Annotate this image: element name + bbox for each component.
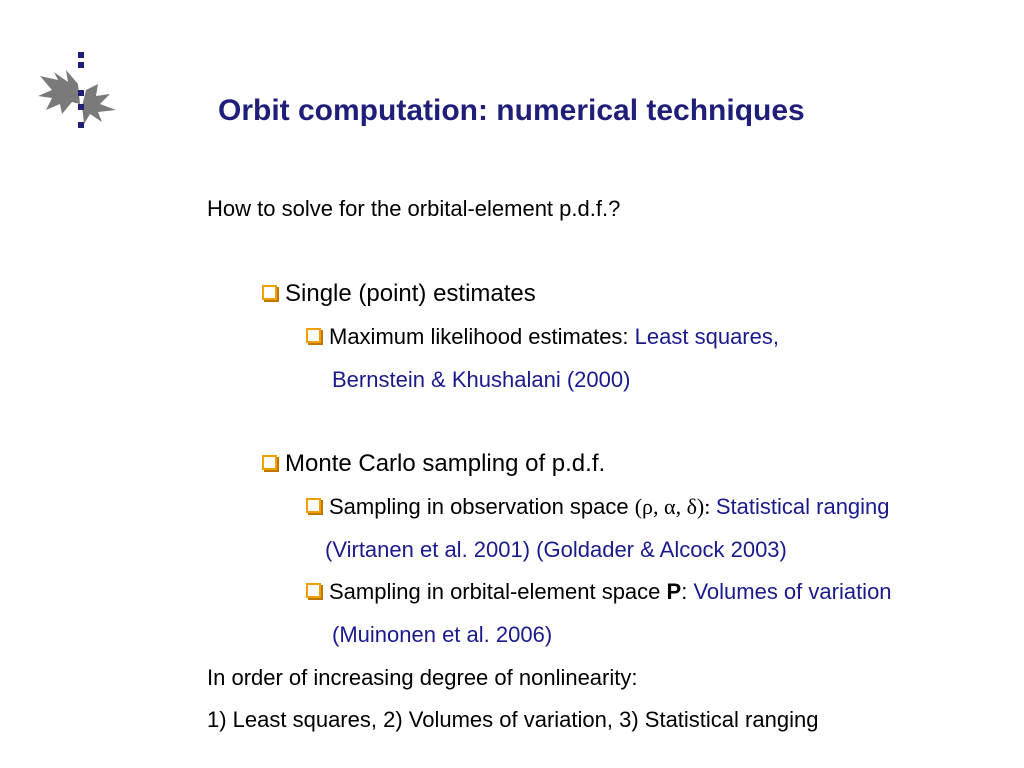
square-bullet-icon	[306, 498, 321, 513]
square-bullet-icon	[306, 328, 321, 343]
orb-reference: (Muinonen et al. 2006)	[332, 622, 553, 647]
obs-greek-variables: (ρ, α, δ):	[634, 494, 716, 519]
square-bullet-icon	[262, 455, 277, 470]
orb-label: Sampling in orbital-element space	[329, 579, 667, 604]
university-logo-icon	[32, 44, 128, 140]
bullet-observation-space	[306, 494, 890, 520]
obs-label: Sampling in observation space	[329, 494, 635, 519]
ml-reference: Bernstein & Khushalani (2000)	[332, 367, 631, 392]
square-bullet-icon	[262, 285, 277, 300]
ml-label: Maximum likelihood estimates:	[329, 324, 635, 349]
order-heading: In order of increasing degree of nonlinearity:	[207, 665, 638, 690]
least-squares-link: Least squares,	[634, 324, 779, 349]
single-heading: Single (point) estimates	[285, 280, 536, 307]
slide-title: Orbit computation: numerical techniques	[218, 94, 805, 127]
bullet-monte-carlo	[262, 451, 605, 477]
bullet-orbital-element-space	[306, 579, 892, 605]
order-list: 1) Least squares, 2) Volumes of variation, 3) Statistical ranging	[207, 707, 819, 732]
orb-colon: :	[681, 579, 694, 604]
monte-carlo-heading: Monte Carlo sampling of p.d.f.	[285, 450, 606, 477]
square-bullet-icon	[306, 583, 321, 598]
bullet-single-estimates	[262, 281, 536, 307]
bullet-maximum-likelihood	[306, 324, 779, 350]
orb-bold-p: P	[666, 579, 682, 604]
statistical-ranging-link: Statistical ranging	[715, 494, 890, 519]
obs-reference: (Virtanen et al. 2001) (Goldader & Alcock 2003)	[325, 537, 787, 562]
intro-question: How to solve for the orbital-element p.d.f.?	[207, 196, 621, 221]
volumes-of-variation-link: Volumes of variation	[693, 579, 892, 604]
